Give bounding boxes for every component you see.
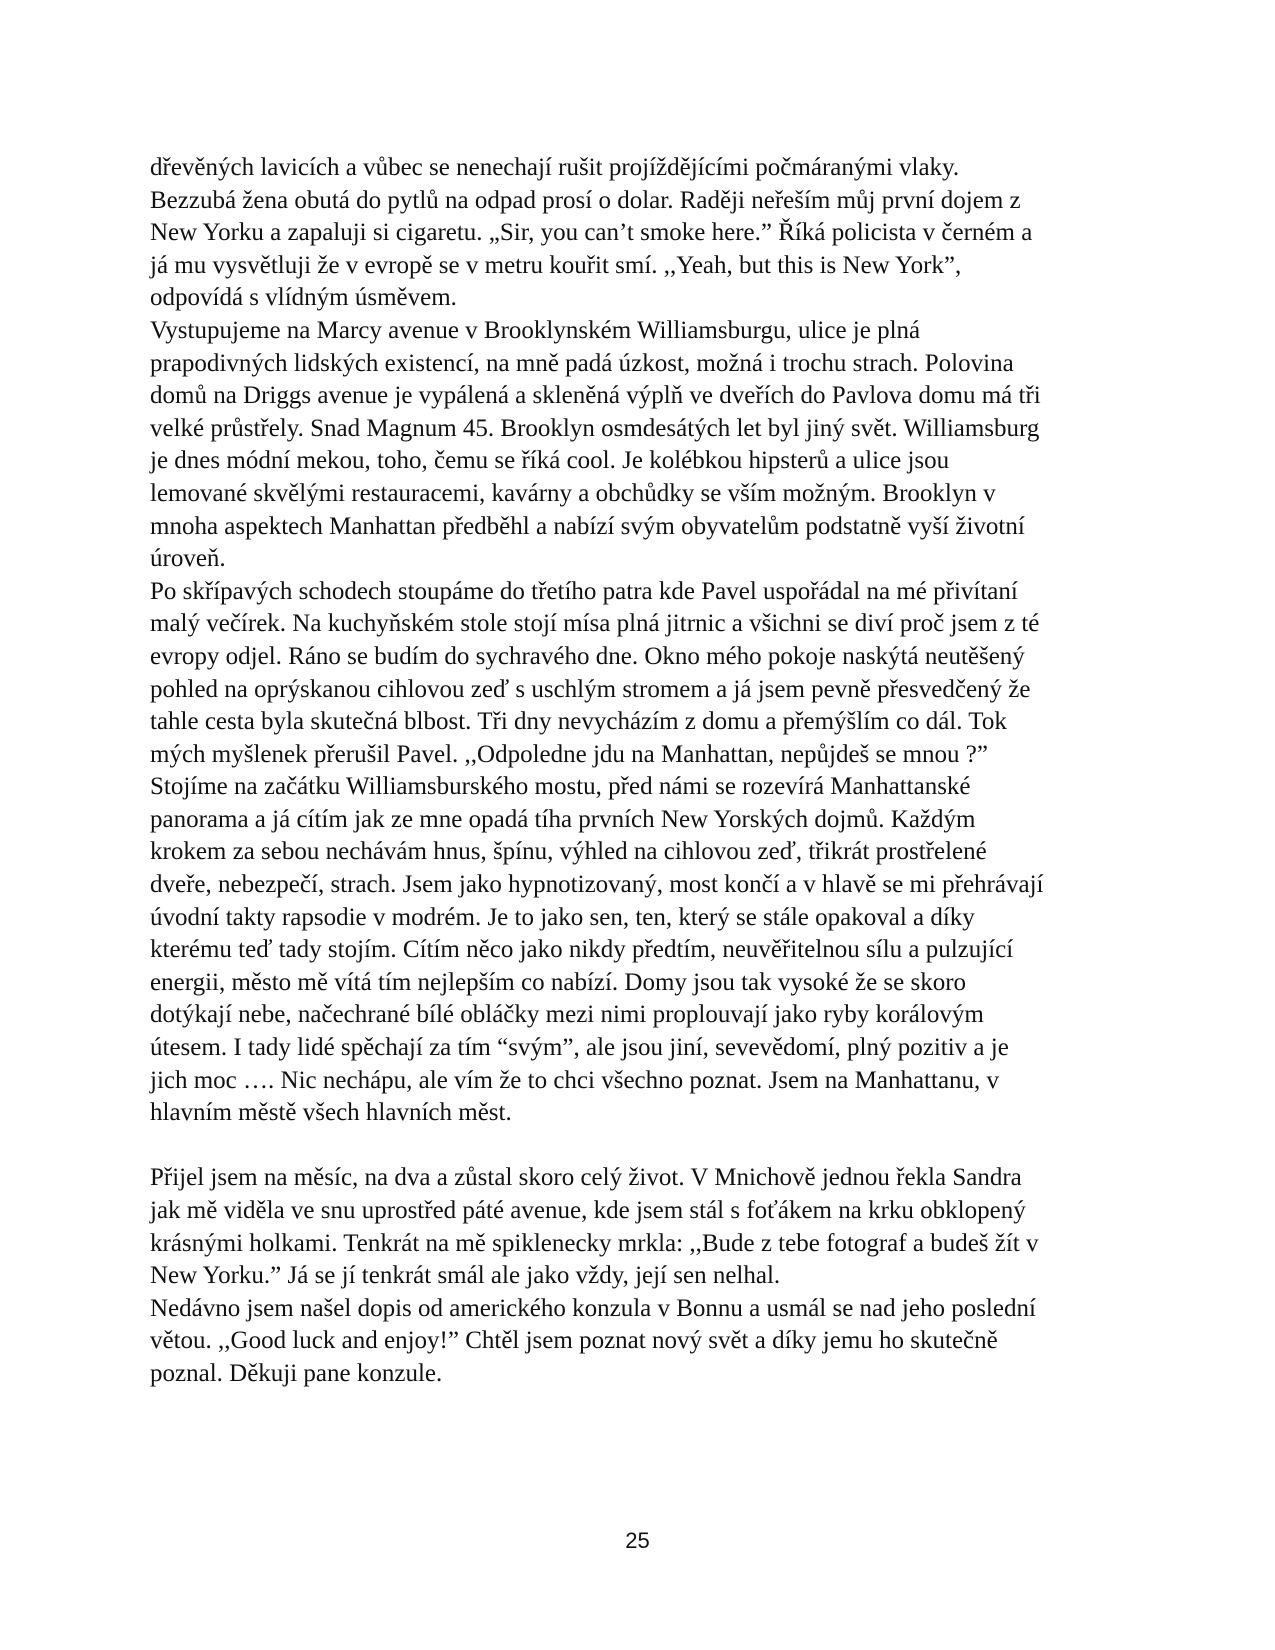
text-line: panorama a já cítím jak ze mne opadá tíha prvních New Yorských dojmů. Každým: [150, 805, 976, 833]
text-line: kterému teď tady stojím. Cítím něco jako nikdy předtím, neuvěřitelnou sílu a pulzující: [150, 936, 1014, 964]
text-line: poznal. Děkuji pane konzule.: [150, 1359, 443, 1387]
text-line: pohled na oprýskanou cihlovou zeď s uschlým stromem a já jsem pevně přesvedčený že: [150, 675, 1031, 703]
text-line: Vystupujeme na Marcy avenue v Brooklynském Williamsburgu, ulice je plná: [150, 316, 921, 344]
text-line: New Yorku.” Já se jí tenkrát smál ale jako vždy, její sen nelhal.: [150, 1262, 781, 1290]
text-line: New Yorku a zapaluji si cigaretu. „Sir, you can’t smoke here.” Říká policista v černém a: [150, 219, 1033, 247]
text-line: Stojíme na začátku Williamsburského mostu, před námi se rozevírá Manhattanské: [150, 773, 971, 801]
text-line: velké průstřely. Snad Magnum 45. Brooklyn osmdesátých let byl jiný svět. Williamsburg: [150, 414, 1040, 442]
text-line: prapodivných lidských existencí, na mně padá úzkost, možná i trochu strach. Polovina: [150, 349, 1014, 377]
paragraph-williamsburg: [150, 315, 1130, 576]
text-line: domů na Driggs avenue je vypálená a skleněná výplň ve dveřích do Pavlova domu má tři: [150, 382, 1041, 410]
text-line: krokem za sebou nechávám hnus, špínu, výhled na cihlovou zeď, třikrát prostřelené: [150, 838, 987, 866]
text-line: evropy odjel. Ráno se budím do sychravého dne. Okno mého pokoje naskýtá neutěšený: [150, 642, 1025, 670]
text-line: úvodní takty rapsodie v modrém. Je to jako sen, ten, který se stále opakoval a díky: [150, 903, 975, 931]
text-line: úroveň.: [150, 545, 226, 573]
text-line: dřevěných lavicích a vůbec se nenechají rušit projíždějícími počmáranými vlaky.: [150, 154, 960, 181]
text-line: odpovídá s vlídným úsměvem.: [150, 284, 457, 312]
text-line: útesem. I tady lidé spěchají za tím “svým”, ale jsou jiní, sevevědomí, plný pozitiv a je: [150, 1034, 1009, 1062]
body-text: [150, 152, 1130, 1391]
text-line: Přijel jsem na měsíc, na dva a zůstal skoro celý život. V Mnichově jednou řekla Sandra: [150, 1164, 1022, 1192]
paragraph-subway: [150, 152, 1130, 315]
text-line: hlavním městě všech hlavních měst.: [150, 1099, 512, 1127]
paragraph-bridge: [150, 771, 1130, 1130]
text-line: mých myšlenek přerušil Pavel. ,,Odpoledne jdu na Manhattan, nepůjdeš se mnou ?”: [150, 740, 988, 768]
paragraph-munich: [150, 1162, 1130, 1292]
text-line: Bezzubá žena obutá do pytlů na odpad prosí o dolar. Raději neřeším můj první dojem z: [150, 186, 1021, 214]
paragraph-consul: [150, 1293, 1130, 1391]
text-line: malý večírek. Na kuchyňském stole stojí mísa plná jitrnic a všichni se diví proč jsem z té: [150, 610, 1040, 638]
text-line: dveře, nebezpečí, strach. Jsem jako hypnotizovaný, most končí a v hlavě se mi přehrávají: [150, 871, 1044, 899]
text-line: tahle cesta byla skutečná blbost. Tři dny nevycházím z domu a přemýšlím co dál. Tok: [150, 708, 1007, 736]
text-line: dotýkají nebe, načechrané bílé obláčky mezi nimi proplouvají jako ryby korálovým: [150, 1001, 984, 1029]
paragraph-apartment: [150, 576, 1130, 772]
text-line: já mu vysvětluji že v evropě se v metru kouřit smí. ,,Yeah, but this is New York”,: [150, 251, 962, 279]
text-line: větou. ,,Good luck and enjoy!” Chtěl jsem poznat nový svět a díky jemu ho skutečně: [150, 1327, 998, 1355]
text-line: mnoha aspektech Manhattan předběhl a nabízí svým obyvatelům podstatně vyší životní: [150, 512, 1025, 540]
page-number: 25: [625, 1528, 650, 1553]
text-line: Po skřípavých schodech stoupáme do třetího patra kde Pavel uspořádal na mé přivítaní: [150, 577, 1018, 605]
text-line: lemované skvělými restauracemi, kavárny a obchůdky se vším možným. Brooklyn v: [150, 479, 996, 507]
text-line: jich moc …. Nic nechápu, ale vím že to chci všechno poznat. Jsem na Manhattanu, v: [150, 1066, 1000, 1094]
text-line: krásnými holkami. Tenkrát na mě spiklenecky mrkla: ,,Bude z tebe fotograf a budeš žít v: [150, 1229, 1039, 1257]
text-line: je dnes módní mekou, toho, čemu se říká cool. Je kolébkou hipsterů a ulice jsou: [150, 447, 950, 475]
text-line: energii, město mě vítá tím nejlepším co nabízí. Domy jsou tak vysoké že se skoro: [150, 968, 967, 996]
text-line: jak mě viděla ve snu uprostřed páté avenue, kde jsem stál s foťákem na krku obklopený: [150, 1197, 1026, 1224]
text-line: Nedávno jsem našel dopis od amerického konzula v Bonnu a usmál se nad jeho poslední: [150, 1294, 1036, 1322]
paragraph-spacer: [150, 1130, 1130, 1163]
